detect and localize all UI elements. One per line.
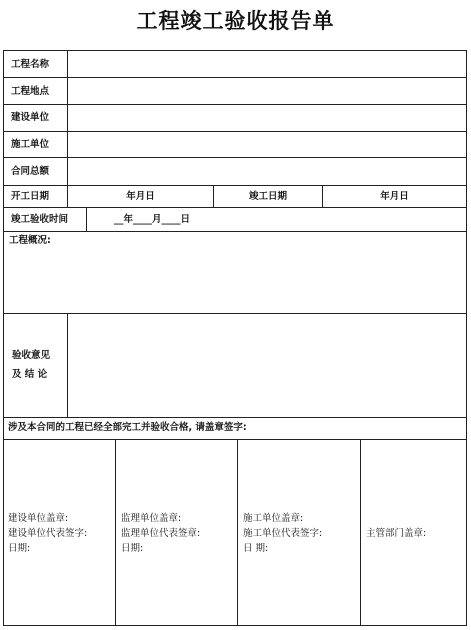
start-date-value: 年月日 xyxy=(126,191,155,202)
builder-unit-label: 施工单位 xyxy=(11,139,50,150)
row-divider xyxy=(4,417,466,418)
completion-date-value: 年月日 xyxy=(380,191,409,202)
row-divider xyxy=(4,157,466,158)
signature-seal-authority: 主管部门盖章: xyxy=(366,528,427,539)
start-date-label: 开工日期 xyxy=(11,191,50,202)
row-divider xyxy=(4,207,466,208)
column-divider xyxy=(67,51,68,207)
signature-date-builder: 日 期: xyxy=(243,543,269,554)
row-divider xyxy=(4,131,466,132)
signature-rep-construction: 建设单位代表签字: xyxy=(8,528,88,539)
overview-label: 工程概况: xyxy=(9,235,51,246)
signature-seal-supervision: 监理单位盖章: xyxy=(121,513,182,524)
row-divider xyxy=(4,77,466,78)
project-name-label: 工程名称 xyxy=(11,59,50,70)
opinion-label-line2: 及 结 论 xyxy=(12,369,48,380)
row-divider xyxy=(4,231,466,232)
opinion-label-line1: 验收意见 xyxy=(12,350,51,361)
completion-date-label: 竣工日期 xyxy=(248,191,287,202)
signature-rep-supervision: 监理单位代表签章: xyxy=(121,528,201,539)
page-title: 工程竣工验收报告单 xyxy=(136,9,335,33)
row-divider xyxy=(4,313,466,314)
column-divider xyxy=(67,313,68,417)
signature-date-construction: 日期: xyxy=(8,543,31,554)
column-divider xyxy=(86,207,87,231)
project-location-label: 工程地点 xyxy=(11,86,50,97)
completion-statement: 涉及本合同的工程已经全部完工并验收合格, 请盖章签字: xyxy=(8,422,247,433)
column-divider xyxy=(115,439,116,625)
construction-unit-label: 建设单位 xyxy=(11,112,50,123)
row-divider xyxy=(4,185,466,186)
contract-total-label: 合同总额 xyxy=(11,166,50,177)
signature-seal-construction: 建设单位盖章: xyxy=(8,513,69,524)
column-divider xyxy=(237,439,238,625)
signature-date-supervision: 日期: xyxy=(121,543,144,554)
column-divider xyxy=(360,439,361,625)
row-divider xyxy=(4,439,466,440)
row-divider xyxy=(4,104,466,105)
acceptance-time-label: 竣工验收时间 xyxy=(11,214,69,225)
acceptance-time-value: __年____月____日 xyxy=(114,214,191,225)
signature-seal-builder: 施工单位盖章: xyxy=(243,513,304,524)
signature-rep-builder: 施工单位代表签字: xyxy=(243,528,323,539)
acceptance-form-table xyxy=(3,50,467,626)
